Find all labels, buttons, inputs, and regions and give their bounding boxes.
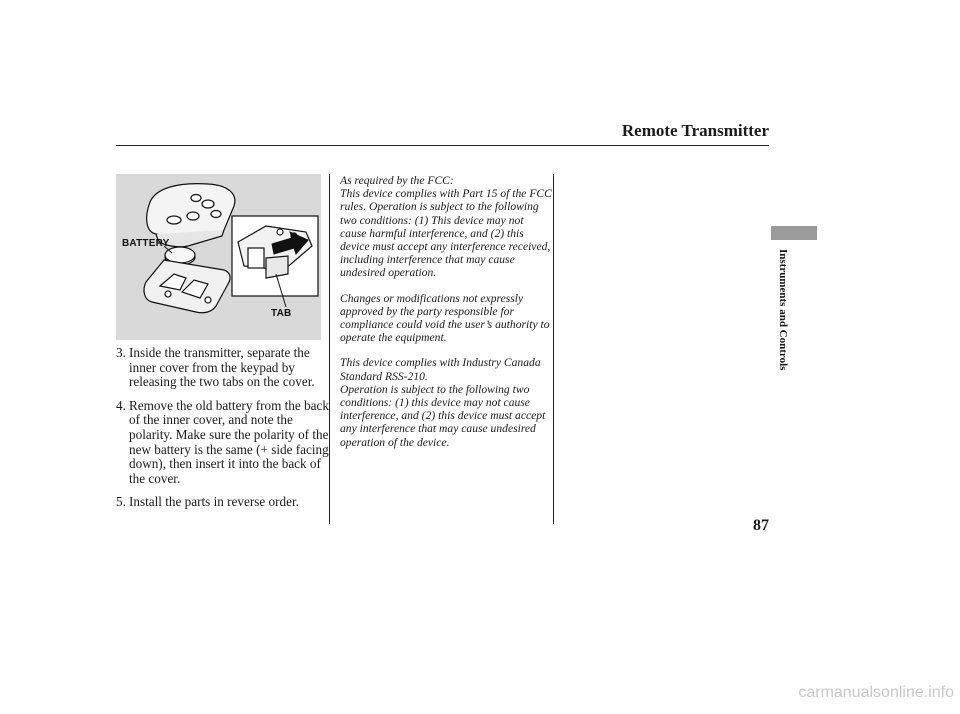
column-divider	[553, 174, 554, 524]
page-title: Remote Transmitter	[621, 121, 769, 140]
step-item	[116, 346, 331, 390]
header-divider	[116, 145, 769, 146]
inset-detail	[232, 216, 318, 296]
step-number: 5.	[116, 494, 126, 510]
step-number: 4.	[116, 397, 126, 413]
battery-replacement-illustration	[116, 174, 321, 340]
fcc-notice	[340, 174, 552, 461]
ic-heading: This device complies with Industry Canada Standard RSS-210.	[340, 356, 541, 383]
watermark: carmanualsonline.info	[798, 684, 954, 701]
step-text: Install the parts in reverse order.	[129, 494, 299, 510]
step-text: Remove the old battery from the back of the inner cover, and note the polarity. Make sure the polarity of the new battery is the same (+ side facing down), then insert it into the back of the cover.	[129, 397, 329, 486]
step-text: Inside the transmitter, separate the inner cover from the keypad by releasing the two tabs on the cover.	[129, 345, 315, 390]
tab-callout: TAB	[271, 308, 292, 319]
fcc-paragraph	[340, 356, 552, 448]
fcc-body: This device complies with Part 15 of the FCC rules. Operation is subject to the following two conditions: (1) This device may not cause harmful interference, and (2) this device must accept any interference received, including interference that may cause undesired operation.	[340, 187, 552, 280]
step-item	[116, 495, 331, 510]
step-item	[116, 399, 331, 487]
column-divider	[329, 174, 330, 524]
section-tab	[771, 226, 817, 240]
battery-callout: BATTERY	[122, 238, 170, 249]
fcc-paragraph	[340, 174, 552, 280]
fcc-paragraph: Changes or modifications not expressly approved by the party responsible for compliance could void the user’s authority to operate the equipment.	[340, 291, 550, 345]
page-number: 87	[753, 517, 769, 534]
instruction-steps	[116, 346, 331, 519]
inner-cover-shape	[144, 260, 230, 313]
section-label: Instruments and Controls	[777, 249, 789, 371]
ic-body: Operation is subject to the following two conditions: (1) this device may not cause interference, and (2) this device must accept any interference that may cause undesired operation of the device.	[340, 382, 546, 449]
step-number: 3.	[116, 345, 126, 360]
fcc-heading: As required by the FCC:	[340, 174, 454, 187]
